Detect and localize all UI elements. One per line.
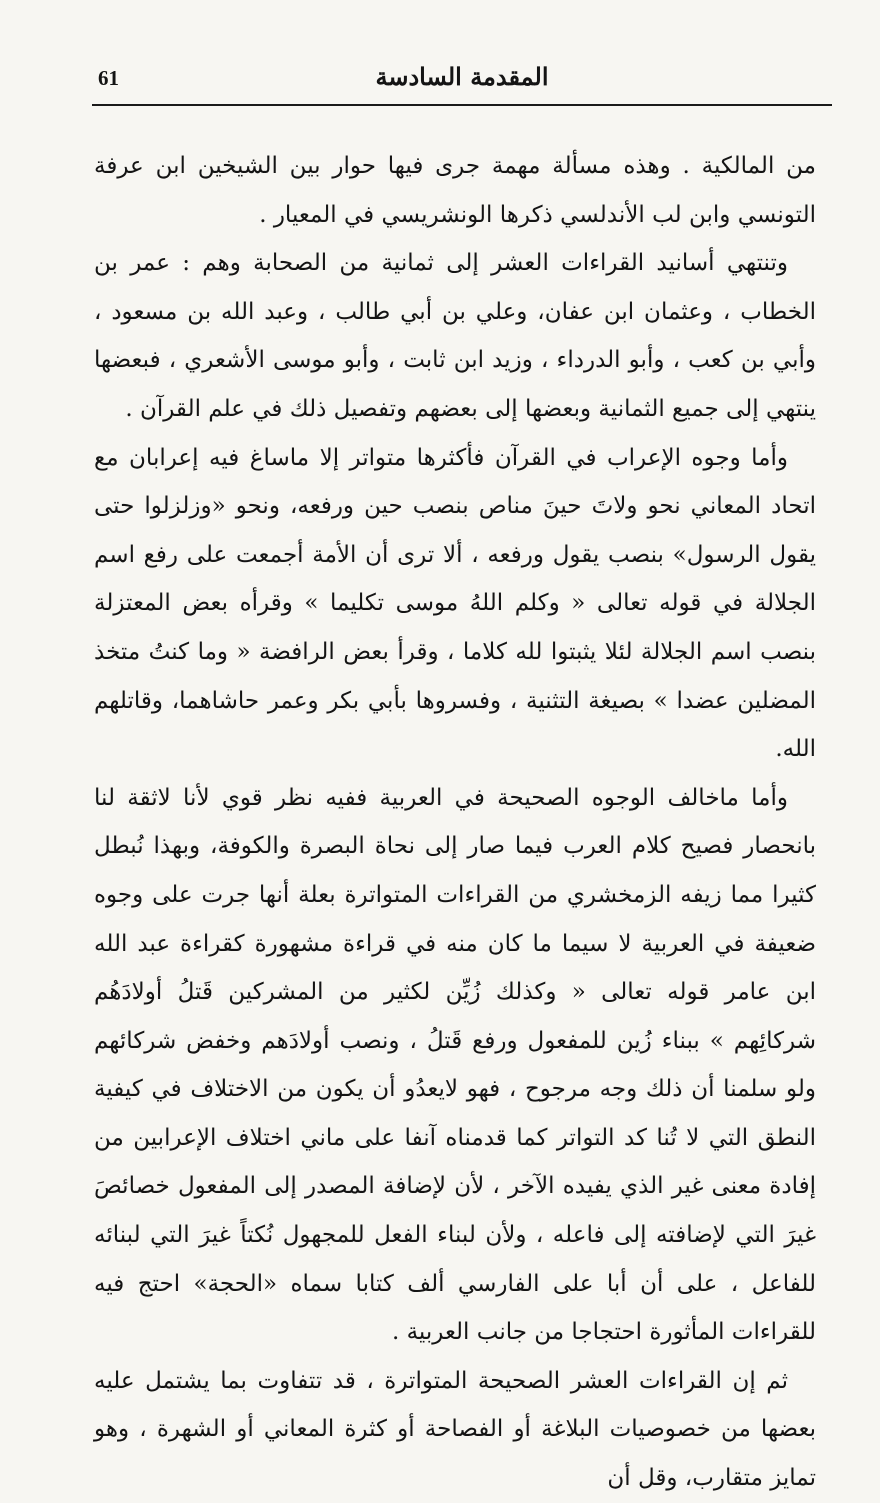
page-number: 61 [98, 66, 119, 90]
header-rule [92, 104, 832, 106]
paragraph: وأما وجوه الإعراب في القرآن فأكثرها متواتر إلا ماساغ فيه إعرابان مع اتحاد المعاني نحو ولاتَ حينَ مناص بنصب حين ورفعه، ونحو «وزلزلوا حتى يقول الرسول» بنصب يقول ورفعه ، ألا ترى أن الأمة أجمعت على رفع اسم الجلالة في قوله تعالى « وكلم اللهُ موسى تكليما » وقرأه بعض المعتزلة بنصب اسم الجلالة لئلا يثبتوا لله كلاما ، وقرأ بعض الرافضة « وما كنتُ متخذ المضلين عضدا » بصيغة التثنية ، وفسروها بأبي بكر وعمر حاشاهما، وقاتلهم الله. [94, 444, 816, 763]
paragraph: وتنتهي أسانيد القراءات العشر إلى ثمانية من الصحابة وهم : عمر بن الخطاب ، وعثمان ابن عفان، وعلي بن أبي طالب ، وعبد الله بن مسعود ، وأبي بن كعب ، وأبو الدرداء ، وزيد ابن ثابت ، وأبو موسى الأشعري ، فبعضها ينتهي إلى جميع الثمانية وبعضها إلى بعضهم وتفصيل ذلك في علم القرآن . [94, 250, 816, 422]
body-text [94, 142, 816, 1503]
paragraph: وأما ماخالف الوجوه الصحيحة في العربية ففيه نظر قوي لأنا لاثقة لنا بانحصار فصيح كلام العرب فيما صار إلى نحاة البصرة والكوفة، وبهذا نُبطل كثيرا مما زيفه الزمخشري من القراءات المتواترة بعلة أنها جرت على وجوه ضعيفة في العربية لا سيما ما كان منه في قراءة مشهورة كقراءة عبد الله ابن عامر قوله تعالى « وكذلك زُيِّن لكثير من المشركين قَتلُ أولادَهُم شركائِهم » ببناء زُين للمفعول ورفع قَتلُ ، ونصب أولادَهم وخفض شركائهم ولو سلمنا أن ذلك وجه مرجوح ، فهو لايعدُو أن يكون من الاختلاف في كيفية النطق التي لا تُنا كد التواتر كما قدمناه آنفا على ماني اختلاف الإعرابين من إفادة معنى غير الذي يفيده الآخر ، لأن لإضافة المصدر إلى المفعول خصائصَ غيرَ التي لإضافته إلى فاعله ، ولأن لبناء الفعل للمجهول نُكتاً غيرَ التي لبنائه للفاعل ، على أن أبا على الفارسي ألف كتابا سماه «الحجة» احتج فيه للقراءات المأثورة احتجاجا من جانب العربية . [94, 784, 816, 1346]
running-title: المقدمة السادسة [375, 62, 549, 91]
paragraph: ثم إن القراءات العشر الصحيحة المتواترة ، قد تتفاوت بما يشتمل عليه بعضها من خصوصيات البلاغة أو الفصاحة أو كثرة المعاني أو الشهرة ، وهو تمايز متقارب، وقل أن [94, 1367, 816, 1492]
paragraph: من المالكية . وهذه مسألة مهمة جرى فيها حوار بين الشيخين ابن عرفة التونسي وابن لب الأندلسي ذكرها الونشريسي في المعيار . [94, 153, 816, 228]
page-header [92, 52, 832, 108]
